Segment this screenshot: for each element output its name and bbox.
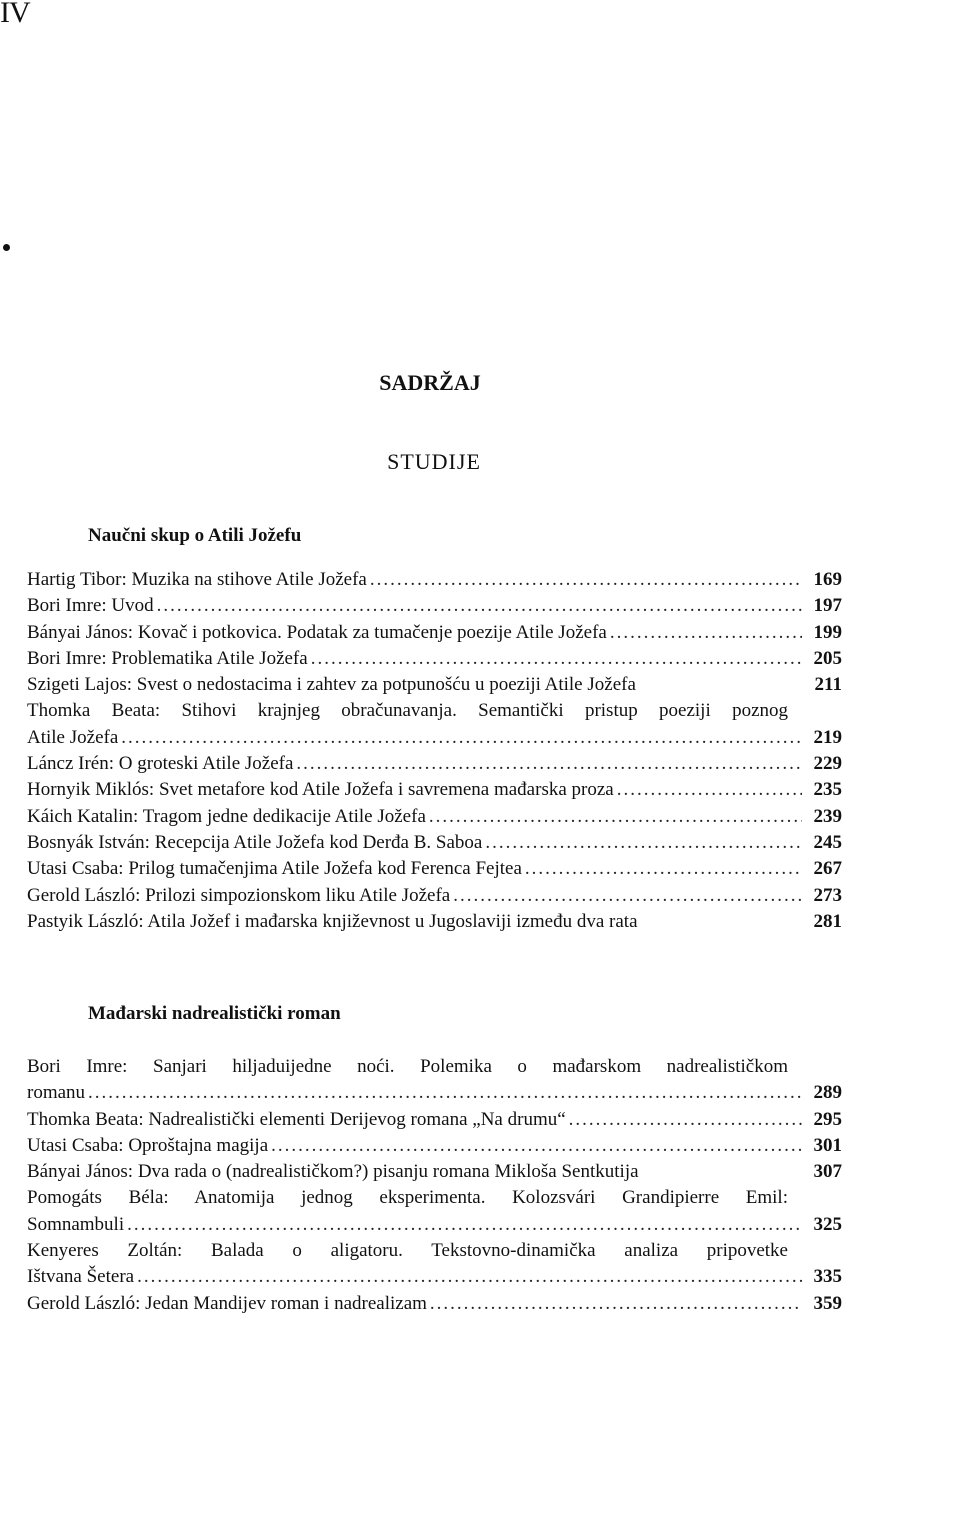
entry-page: 219 <box>813 726 842 748</box>
entry-title-line-1: Pomogáts Béla: Anatomija jednog eksperimenta. Kolozsvári Grandipierre Emil: <box>27 1187 788 1209</box>
toc-entry[interactable] <box>27 1054 842 1107</box>
entry-title: Utasi Csaba: Oproštajna magija <box>27 1134 269 1156</box>
entry-title-line-1: Kenyeres Zoltán: Balada o aligatoru. Tekstovno-dinamička analiza pripovetke <box>27 1240 788 1262</box>
entry-page: 295 <box>813 1108 842 1130</box>
dot-leader <box>137 1264 802 1290</box>
entry-page: 307 <box>813 1161 842 1183</box>
contents-title: SADRŽAJ <box>379 370 481 395</box>
toc-entry[interactable] <box>27 1107 842 1133</box>
entry-page: 229 <box>813 753 842 775</box>
entry-title: Bori Imre: Uvod <box>27 595 154 617</box>
entry-page: 199 <box>813 621 842 643</box>
dot-leader <box>311 646 802 672</box>
section-heading-surrealist-novel: Mađarski nadrealistički roman <box>88 1003 341 1024</box>
entry-title: Bosnyák István: Recepcija Atile Jožefa kod Derđa B. Saboa <box>27 831 483 853</box>
entry-page: 211 <box>814 674 842 696</box>
entry-page: 301 <box>813 1134 842 1156</box>
bullet-mark <box>3 244 10 251</box>
entry-page: 273 <box>813 884 842 906</box>
toc-list-attila-jozsef <box>27 567 842 935</box>
toc-entry[interactable] <box>27 1159 842 1185</box>
toc-entry[interactable] <box>27 856 842 882</box>
studies-subtitle: STUDIJE <box>387 449 481 474</box>
entry-page: 205 <box>813 647 842 669</box>
entry-title-line-2: Somnambuli <box>27 1213 125 1235</box>
entry-title-line-2: Ištvana Šetera <box>27 1266 135 1288</box>
dot-leader <box>370 567 802 593</box>
entry-page: 289 <box>813 1082 842 1104</box>
toc-entry[interactable] <box>27 567 842 593</box>
entry-title: Bányai János: Dva rada o (nadrealističkom?) pisanju romana Mikloša Sentkutija <box>27 1161 639 1183</box>
entry-page: 281 <box>813 910 842 932</box>
toc-entry[interactable] <box>27 883 842 909</box>
entry-title: Bori Imre: Problematika Atile Jožefa <box>27 647 308 669</box>
dot-leader <box>429 804 802 830</box>
dot-leader <box>569 1107 802 1133</box>
entry-title-line-1: Thomka Beata: Stihovi krajnjeg obračunavanja. Semantički pristup poeziji poznog <box>27 700 788 722</box>
dot-leader <box>121 725 802 751</box>
entry-title-line-2: Atile Jožefa <box>27 726 119 748</box>
entry-title-line-1: Bori Imre: Sanjari hiljaduijedne noći. Polemika o mađarskom nadrealističkom <box>27 1056 788 1077</box>
toc-entry[interactable] <box>27 1185 842 1238</box>
toc-entry[interactable] <box>27 1291 842 1317</box>
entry-page: 359 <box>813 1292 842 1314</box>
dot-leader <box>157 593 802 619</box>
toc-entry[interactable] <box>27 1133 842 1159</box>
toc-entry[interactable] <box>27 698 842 751</box>
dot-leader <box>430 1291 802 1317</box>
section-heading-attila-jozsef: Naučni skup o Atili Jožefu <box>88 525 302 546</box>
dot-leader <box>485 830 802 856</box>
dot-leader <box>610 620 802 646</box>
page-number: IV <box>0 0 30 29</box>
entry-page: 239 <box>813 805 842 827</box>
dot-leader <box>88 1080 802 1106</box>
entry-title: Szigeti Lajos: Svest o nedostacima i zahtev za potpunošću u poeziji Atile Jožefa <box>27 674 636 696</box>
toc-entry[interactable] <box>27 909 842 935</box>
entry-title: Hornyik Miklós: Svet metafore kod Atile Jožefa i savremena mađarska proza <box>27 779 614 801</box>
dot-leader <box>453 883 802 909</box>
toc-entry[interactable] <box>27 593 842 619</box>
dot-leader <box>617 777 802 803</box>
dot-leader <box>525 856 802 882</box>
toc-entry[interactable] <box>27 646 842 672</box>
entry-page: 267 <box>813 858 842 880</box>
dot-leader <box>271 1133 802 1159</box>
entry-title: Káich Katalin: Tragom jedne dedikacije Atile Jožefa <box>27 805 426 827</box>
toc-entry[interactable] <box>27 620 842 646</box>
dot-leader <box>127 1212 802 1238</box>
entry-page: 169 <box>813 569 842 590</box>
entry-title: Láncz Irén: O groteski Atile Jožefa <box>27 753 294 775</box>
toc-entry[interactable] <box>27 751 842 777</box>
toc-entry[interactable] <box>27 1238 842 1291</box>
entry-title: Utasi Csaba: Prilog tumačenjima Atile Jožefa kod Ferenca Fejtea <box>27 858 522 880</box>
entry-title: Thomka Beata: Nadrealistički elementi Derijevog romana „Na drumu“ <box>27 1108 566 1130</box>
entry-page: 245 <box>813 831 842 853</box>
entry-page: 197 <box>813 595 842 617</box>
entry-title: Pastyik László: Atila Jožef i mađarska književnost u Jugoslaviji između dva rata <box>27 910 638 932</box>
entry-title-line-2: romanu <box>27 1082 86 1104</box>
toc-list-surrealist-novel <box>27 1054 842 1317</box>
entry-page: 235 <box>813 779 842 801</box>
entry-page: 335 <box>813 1266 842 1288</box>
toc-entry[interactable] <box>27 804 842 830</box>
entry-title: Bányai János: Kovač i potkovica. Podatak za tumačenje poezije Atile Jožefa <box>27 621 607 643</box>
toc-entry[interactable] <box>27 830 842 856</box>
entry-page: 325 <box>813 1213 842 1235</box>
toc-entry[interactable] <box>27 672 842 698</box>
entry-title: Gerold László: Prilozi simpozionskom liku Atile Jožefa <box>27 884 451 906</box>
dot-leader <box>296 751 802 777</box>
entry-title: Hartig Tibor: Muzika na stihove Atile Jožefa <box>27 569 367 590</box>
toc-entry[interactable] <box>27 777 842 803</box>
entry-title: Gerold László: Jedan Mandijev roman i nadrealizam <box>27 1292 427 1314</box>
